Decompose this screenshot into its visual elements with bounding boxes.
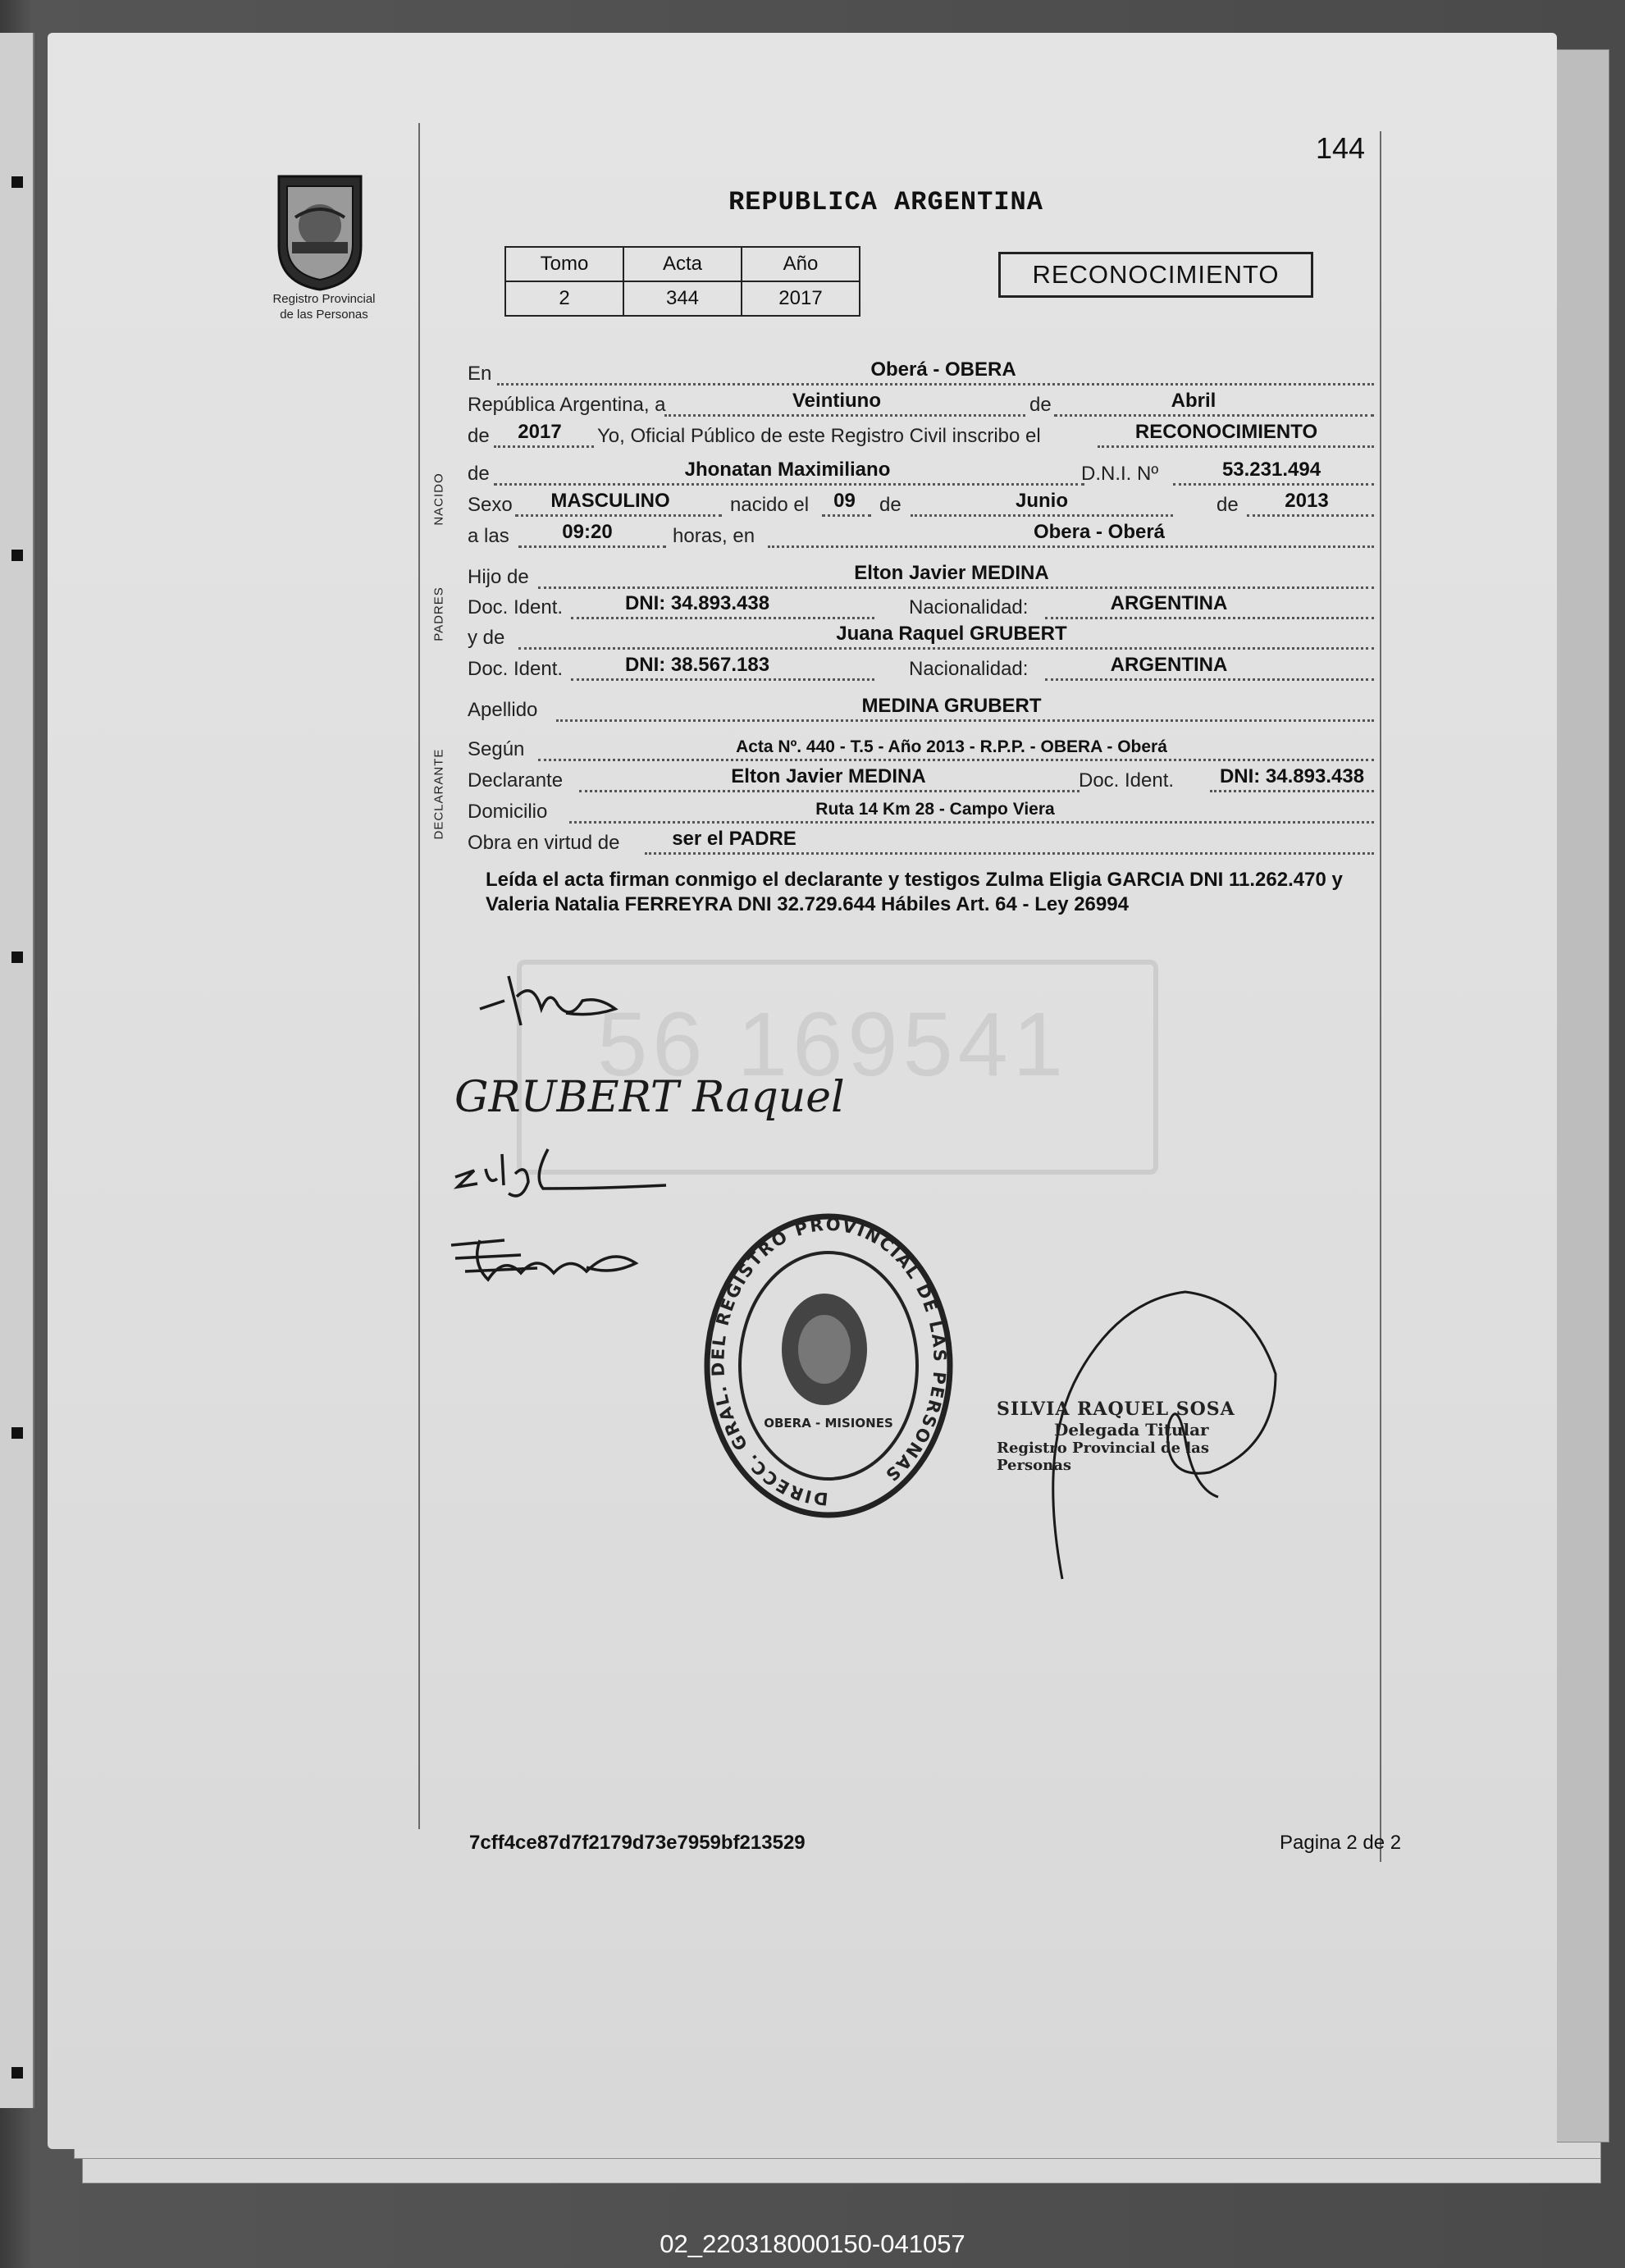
field-value: ARGENTINA — [1110, 654, 1228, 676]
field-label: Yo, Oficial Público de este Registro Civil inscribo el — [597, 425, 1041, 447]
form-line-declarante — [468, 765, 1374, 796]
reference-value-cell: 344 — [623, 281, 742, 316]
field-label: Doc. Ident. — [1079, 769, 1175, 792]
form-line-segun — [468, 737, 1374, 764]
reference-value-cell: 2 — [505, 281, 623, 316]
form-line-padre — [468, 564, 1374, 592]
binder-hole — [11, 2067, 23, 2079]
field-label: Doc. Ident. — [468, 658, 564, 680]
dotted-rule — [518, 544, 666, 548]
field-value: DNI: 38.567.183 — [624, 654, 770, 676]
field-value: Juana Raquel GRUBERT — [836, 623, 1067, 645]
field-label: Sexo — [468, 494, 513, 516]
reference-table — [504, 246, 860, 317]
dotted-rule — [1247, 513, 1374, 517]
dotted-rule — [645, 851, 1374, 855]
official-office: Registro Provincial de las Personas — [997, 1440, 1209, 1474]
dotted-rule — [494, 444, 594, 448]
official-registry-seal — [701, 1210, 956, 1522]
field-label: de — [1029, 394, 1052, 416]
field-label: de — [468, 463, 490, 485]
ferreyra-witness-signature — [447, 1230, 652, 1288]
field-label: de — [468, 425, 490, 447]
official-stamp — [997, 1399, 1276, 1474]
registry-name-line: Registro Provincial — [272, 292, 376, 306]
left-margin-rule — [418, 123, 420, 1829]
page-counter: Pagina 2 de 2 — [1280, 1832, 1402, 1854]
field-value: Elton Javier MEDINA — [854, 562, 1049, 584]
field-value: DNI: 34.893.438 — [1219, 765, 1365, 787]
form-line-inscribo — [468, 423, 1374, 451]
dotted-rule — [768, 544, 1374, 548]
binder-strip — [0, 33, 34, 2108]
grubert-signature-text: GRUBERT Raquel — [454, 1073, 845, 1122]
binder-hole — [11, 176, 23, 188]
field-value: 2013 — [1285, 490, 1329, 512]
field-value: Junio — [1016, 490, 1068, 512]
dotted-rule — [571, 677, 874, 681]
field-label: horas, en — [673, 525, 755, 547]
field-label: Hijo de — [468, 566, 529, 588]
faint-stamp-number: 56 169541 — [597, 994, 1068, 1095]
seal-ring-text: DIRECC. GRAL. DEL REGISTRO PROVINCIAL DE LAS PERSONAS — [708, 1214, 950, 1509]
field-label: nacido el — [730, 494, 810, 516]
declarante-signature — [476, 964, 623, 1038]
field-label: Obra en virtud de — [468, 832, 620, 854]
form-line-padre-doc — [468, 592, 1374, 623]
form-line-apellido — [468, 697, 1374, 725]
section-label-nacido: NACIDO — [431, 472, 446, 526]
field-value: Acta Nº. 440 - T.5 - Año 2013 - R.P.P. - OBERA - Oberá — [736, 737, 1167, 756]
reference-header-cell: Año — [742, 247, 860, 281]
field-label: Domicilio — [468, 801, 548, 823]
dotted-rule — [664, 413, 1025, 417]
form-line-sexo — [468, 492, 1374, 520]
form-line-en — [468, 358, 1374, 389]
dotted-rule — [911, 513, 1173, 517]
section-label-padres: PADRES — [431, 586, 446, 641]
field-value: 2017 — [518, 421, 562, 443]
field-label: Apellido — [468, 699, 538, 721]
form-line-nombre — [468, 461, 1374, 489]
field-label: y de — [468, 627, 505, 649]
grubert-signature — [451, 1066, 845, 1132]
field-value: RECONOCIMIENTO — [1134, 421, 1318, 443]
field-value: 09 — [833, 490, 856, 512]
reference-header-cell: Tomo — [505, 247, 623, 281]
field-value: Obera - Oberá — [1033, 521, 1166, 543]
seal-inner-text: OBERA - MISIONES — [764, 1416, 893, 1431]
dotted-rule — [571, 615, 874, 619]
field-value: Elton Javier MEDINA — [731, 765, 926, 787]
binder-hole — [11, 951, 23, 963]
right-margin-rule — [1380, 131, 1381, 1862]
reference-header-cell: Acta — [623, 247, 742, 281]
page-number: 144 — [1316, 131, 1366, 165]
field-label: Doc. Ident. — [468, 596, 564, 618]
field-label: D.N.I. Nº — [1081, 463, 1159, 485]
official-name: SILVIA RAQUEL SOSA — [997, 1399, 1235, 1420]
field-value: 53.231.494 — [1221, 459, 1321, 481]
field-value: MEDINA GRUBERT — [861, 695, 1042, 717]
dotted-rule — [497, 381, 1374, 386]
dotted-rule — [822, 513, 871, 517]
field-value: MASCULINO — [550, 490, 670, 512]
field-label: de — [879, 494, 902, 516]
act-type-box: RECONOCIMIENTO — [998, 252, 1313, 298]
dotted-rule — [538, 757, 1374, 761]
reference-header-row — [505, 247, 860, 281]
dotted-rule — [515, 513, 722, 517]
section-label-declarante: DECLARANTE — [431, 748, 446, 840]
field-value: DNI: 34.893.438 — [624, 592, 770, 614]
field-value: 09:20 — [562, 521, 613, 543]
dotted-rule — [556, 718, 1374, 722]
country-title: REPUBLICA ARGENTINA — [728, 187, 1043, 217]
reference-value-row — [505, 281, 860, 316]
form-line-hora — [468, 523, 1374, 551]
field-value: Ruta 14 Km 28 - Campo Viera — [815, 800, 1055, 819]
field-label: Declarante — [468, 769, 564, 792]
dotted-rule — [1210, 788, 1374, 792]
dotted-rule — [1173, 481, 1374, 486]
dotted-rule — [1054, 413, 1374, 417]
field-label: Nacionalidad: — [909, 596, 1029, 618]
dotted-rule — [1098, 444, 1374, 448]
form-line-madre — [468, 625, 1374, 653]
field-value: ser el PADRE — [672, 828, 797, 850]
dotted-rule — [1045, 677, 1374, 681]
field-label: Nacionalidad: — [909, 658, 1029, 680]
file-label: 02_220318000150-041057 — [660, 2229, 965, 2258]
binder-hole — [11, 1427, 23, 1439]
form-line-obra — [468, 830, 1374, 858]
form-line-madre-doc — [468, 656, 1374, 684]
field-label: República Argentina, a — [468, 394, 666, 416]
field-label: Según — [468, 738, 525, 760]
field-value: Jhonatan Maximiliano — [684, 459, 891, 481]
province-crest-logo — [271, 168, 369, 291]
form-line-fecha — [468, 392, 1374, 420]
field-value: Veintiuno — [792, 390, 881, 412]
field-label: En — [468, 363, 492, 385]
field-value: ARGENTINA — [1110, 592, 1228, 614]
closing-statement: Leída el acta firman conmigo el declarante y testigos Zulma Eligia GARCIA DNI 11.262.470 y Valeria Natalia FERREYRA DNI 32.729.644 Hábiles Art. 64 - Ley 26994 — [486, 869, 1343, 915]
field-value: Abril — [1171, 390, 1216, 412]
registry-name — [230, 291, 418, 322]
official-role: Delegada Titular — [1054, 1420, 1209, 1440]
dotted-rule — [1045, 615, 1374, 619]
dotted-rule — [494, 481, 1084, 486]
field-value: Oberá - OBERA — [870, 358, 1016, 381]
document-hash: 7cff4ce87d7f2179d73e7959bf213529 — [469, 1832, 806, 1854]
reference-value-cell: 2017 — [742, 281, 860, 316]
dotted-rule — [518, 646, 1374, 650]
field-label: a las — [468, 525, 509, 547]
registry-name-line: de las Personas — [280, 308, 368, 322]
form-line-domicilio — [468, 799, 1374, 827]
binder-hole — [11, 550, 23, 561]
dotted-rule — [579, 788, 1080, 792]
field-label: de — [1216, 494, 1239, 516]
garcia-witness-signature — [451, 1144, 681, 1202]
dotted-rule — [538, 585, 1374, 589]
dotted-rule — [569, 819, 1374, 824]
